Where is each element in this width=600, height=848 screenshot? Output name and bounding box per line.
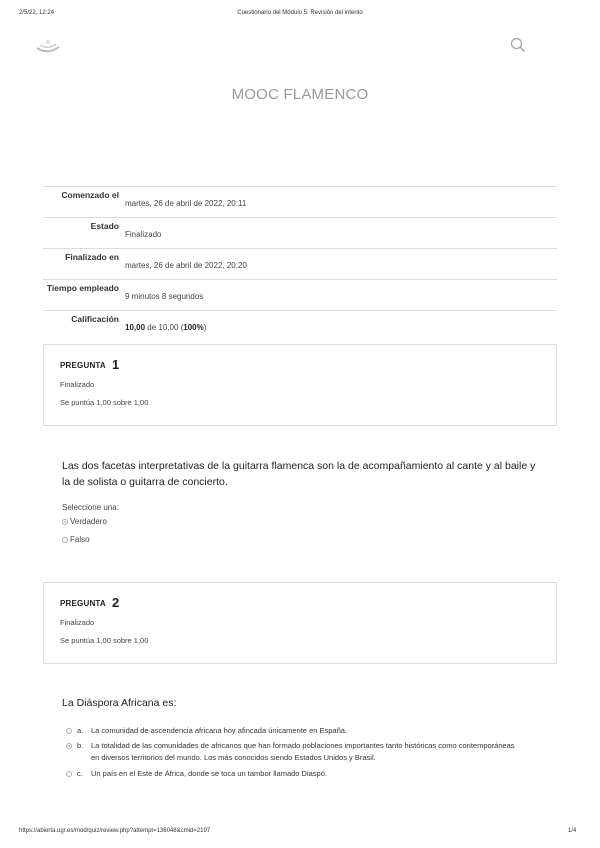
- grade-end: ): [203, 323, 207, 332]
- radio-icon[interactable]: [62, 537, 68, 543]
- option-text: La totalidad de las comunidades de africanos que han formado poblaciones importantes tanto históricas como contemporáneas en diversos territorios del mundo. Los más conocidos siendo Estados Unidos y Brasil.: [91, 741, 515, 762]
- summary-label: Estado: [90, 221, 119, 231]
- summary-row-time: [43, 280, 557, 311]
- summary-row-started: [43, 187, 557, 218]
- question-label: PREGUNTA: [60, 361, 106, 370]
- grade-middle: de 10,00 (: [145, 323, 184, 332]
- search-icon[interactable]: [510, 37, 526, 53]
- option-verdadero[interactable]: [62, 517, 107, 526]
- radio-selected-icon[interactable]: [66, 743, 72, 749]
- print-title: Cuestionario del Módulo 5: Revisión del intento: [237, 10, 363, 16]
- question-grade: Se puntúa 1,00 sobre 1,00: [60, 636, 149, 645]
- option-letter: b.: [77, 741, 84, 750]
- attempt-summary-table: [43, 186, 557, 341]
- summary-label: Tiempo empleado: [46, 283, 119, 293]
- print-datetime: 2/5/22, 12:24: [19, 10, 55, 16]
- option-text: La comunidad de ascendencia africana hoy afincada únicamente en España.: [91, 726, 348, 735]
- grade-score: 10,00: [125, 323, 146, 332]
- option-letter: c.: [77, 769, 83, 778]
- summary-value: 9 minutos 8 segundos: [125, 292, 204, 301]
- question-number: 1: [112, 357, 120, 372]
- option-text: Un país en el Este de África, donde se toca un tambor llamado Diaspó.: [91, 769, 327, 778]
- answer-option-c[interactable]: [66, 768, 516, 780]
- summary-value: martes, 26 de abril de 2022, 20:20: [125, 261, 247, 270]
- print-page-number: 1/4: [568, 828, 577, 834]
- grade-percent: 100%: [183, 323, 204, 332]
- answer-option-a[interactable]: [66, 725, 516, 737]
- question-text-1: Las dos facetas interpretativas de la guitarra flamenca son la de acompañamiento al cante y al baile y la de solista o guitarra de concierto.: [62, 460, 536, 488]
- option-label: Verdadero: [70, 517, 107, 526]
- summary-row-finished: [43, 249, 557, 280]
- logo-icon[interactable]: [34, 36, 62, 56]
- site-title[interactable]: MOOC FLAMENCO: [231, 86, 369, 103]
- question-status: Finalizado: [60, 380, 95, 389]
- summary-row-state: [43, 218, 557, 249]
- radio-icon[interactable]: [66, 728, 72, 734]
- radio-icon[interactable]: [66, 771, 72, 777]
- question-text-2: La Diáspora Africana es:: [62, 697, 177, 709]
- summary-value: [125, 323, 206, 332]
- option-falso[interactable]: [62, 535, 90, 544]
- question-status: Finalizado: [60, 618, 95, 627]
- option-label: Falso: [70, 535, 90, 544]
- question-number: 2: [112, 595, 120, 610]
- answer-option-b[interactable]: [66, 740, 516, 764]
- summary-value: Finalizado: [125, 230, 162, 239]
- summary-label: Calificación: [71, 314, 119, 324]
- question-grade: Se puntúa 1,00 sobre 1,00: [60, 398, 149, 407]
- summary-value: martes, 26 de abril de 2022, 20:11: [125, 199, 247, 208]
- summary-label: Comenzado el: [61, 190, 119, 200]
- summary-label: Finalizado en: [65, 252, 119, 262]
- select-prompt: Seleccione una:: [62, 503, 119, 512]
- question-label: PREGUNTA: [60, 599, 106, 608]
- question-info-1: [43, 344, 557, 426]
- question-info-2: [43, 582, 557, 664]
- summary-row-grade: [43, 311, 557, 341]
- option-letter: a.: [77, 726, 84, 735]
- radio-selected-icon[interactable]: [62, 519, 68, 525]
- print-url: https://abierta.ugr.es/mod/quiz/review.php?attempt=136048&cmid=2197: [19, 828, 211, 834]
